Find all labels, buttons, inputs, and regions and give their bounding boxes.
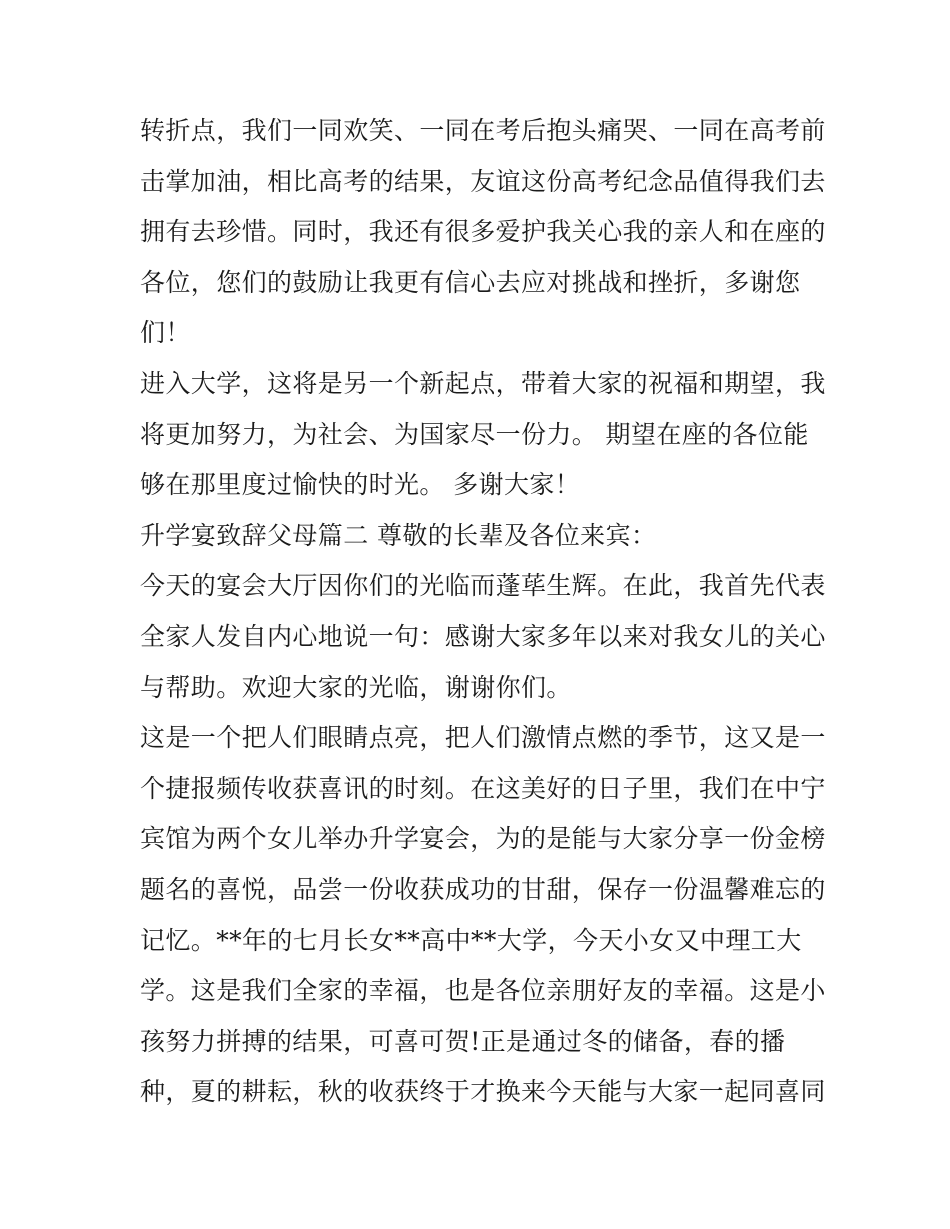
text-line: 将更加努力，为社会、为国家尽一份力。 期望在座的各位能 xyxy=(140,419,809,449)
text-line: 种，夏的耕耘，秋的收获终于才换来今天能与大家一起同喜同 xyxy=(140,1077,826,1107)
text-line: 学。这是我们全家的幸福，也是各位亲朋好友的幸福。这是小 xyxy=(140,976,826,1006)
text-line: 题名的喜悦，品尝一份收获成功的甘甜，保存一份温馨难忘的 xyxy=(140,874,826,904)
text-line: 记忆。**年的七月长女**高中**大学，今天小女又中理工大 xyxy=(140,925,802,955)
text-line: 们！ xyxy=(140,318,191,348)
text-line: 全家人发自内心地说一句：感谢大家多年以来对我女儿的关心 xyxy=(140,621,826,651)
text-line: 宾馆为两个女儿举办升学宴会，为的是能与大家分享一份金榜 xyxy=(140,824,826,854)
text-line: 转折点，我们一同欢笑、一同在考后抱头痛哭、一同在高考前 xyxy=(140,116,826,145)
text-line: 进入大学，这将是另一个新起点，带着大家的祝福和期望，我 xyxy=(140,368,826,398)
text-line: 够在那里度过愉快的时光。 多谢大家！ xyxy=(140,470,581,500)
text-line: 这是一个把人们眼睛点亮，把人们激情点燃的季节，这又是一 xyxy=(140,723,826,753)
text-line: 今天的宴会大厅因你们的光临而蓬荜生辉。在此，我首先代表 xyxy=(140,571,826,601)
text-line: 孩努力拼搏的结果，可喜可贺!正是通过冬的储备，春的播 xyxy=(140,1026,786,1056)
text-line: 拥有去珍惜。同时，我还有很多爱护我关心我的亲人和在座的 xyxy=(140,217,826,247)
document-body xyxy=(140,106,826,1118)
text-line: 击掌加油，相比高考的结果，友谊这份高考纪念品值得我们去 xyxy=(140,166,826,196)
section-heading-line: 升学宴致辞父母篇二 尊敬的长辈及各位来宾： xyxy=(140,520,657,550)
text-line: 与帮助。欢迎大家的光临，谢谢你们。 xyxy=(140,672,572,702)
text-line: 个捷报频传收获喜讯的时刻。在这美好的日子里，我们在中宁 xyxy=(140,773,826,803)
text-line: 各位，您们的鼓励让我更有信心去应对挑战和挫折，多谢您 xyxy=(140,267,801,297)
